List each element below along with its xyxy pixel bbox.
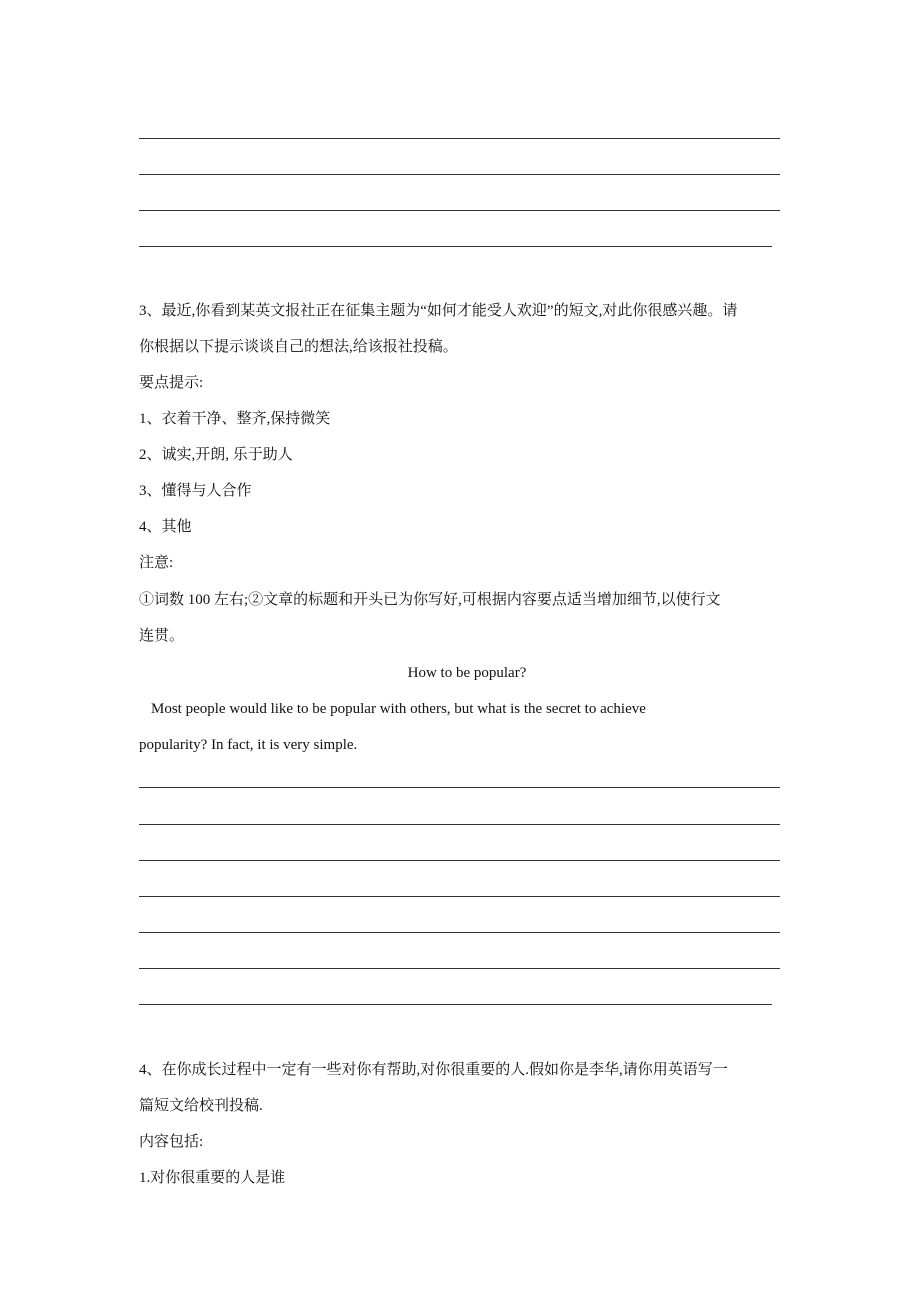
q3-notes-line2: 连贯。	[139, 628, 185, 644]
q3-points-heading: 要点提示:	[139, 375, 204, 391]
q4-content-heading: 内容包括:	[139, 1134, 204, 1150]
essay-title: How to be popular?	[407, 665, 527, 681]
q3-notes-heading: 注意:	[139, 555, 174, 571]
q3-prompt-line1: 3、最近,你看到某英文报社正在征集主题为“如何才能受人欢迎”的短文,对此你很感兴趣。请	[139, 303, 738, 319]
answer-line[interactable]	[139, 210, 780, 211]
q3-point: 2、诚实,开朗, 乐于助人	[139, 447, 293, 463]
answer-line[interactable]	[139, 174, 780, 175]
q4-item1: 1.对你很重要的人是谁	[139, 1170, 286, 1186]
answer-line[interactable]	[139, 968, 780, 969]
answer-line[interactable]	[139, 896, 780, 897]
essay-line1: Most people would like to be popular with others, but what is the secret to achieve	[151, 701, 646, 717]
q3-prompt-line2: 你根据以下提示谈谈自己的想法,给该报社投稿。	[139, 339, 458, 355]
q3-point: 3、懂得与人合作	[139, 483, 252, 499]
answer-line[interactable]	[139, 138, 780, 139]
answer-line[interactable]	[139, 860, 780, 861]
q4-prompt-line2: 篇短文给校刊投稿.	[139, 1098, 263, 1114]
q3-point: 1、衣着干净、整齐,保持微笑	[139, 411, 331, 427]
essay-line2: popularity? In fact, it is very simple.	[139, 737, 358, 753]
answer-line[interactable]	[139, 1004, 772, 1005]
answer-line[interactable]	[139, 787, 780, 788]
answer-line[interactable]	[139, 246, 772, 247]
answer-line[interactable]	[139, 932, 780, 933]
answer-line[interactable]	[139, 824, 780, 825]
q3-point: 4、其他	[139, 519, 192, 535]
q3-notes-line1: ①词数 100 左右;②文章的标题和开头已为你写好,可根据内容要点适当增加细节,以使行文	[139, 592, 721, 608]
q4-prompt-line1: 4、在你成长过程中一定有一些对你有帮助,对你很重要的人.假如你是李华,请你用英语写一	[139, 1062, 728, 1078]
